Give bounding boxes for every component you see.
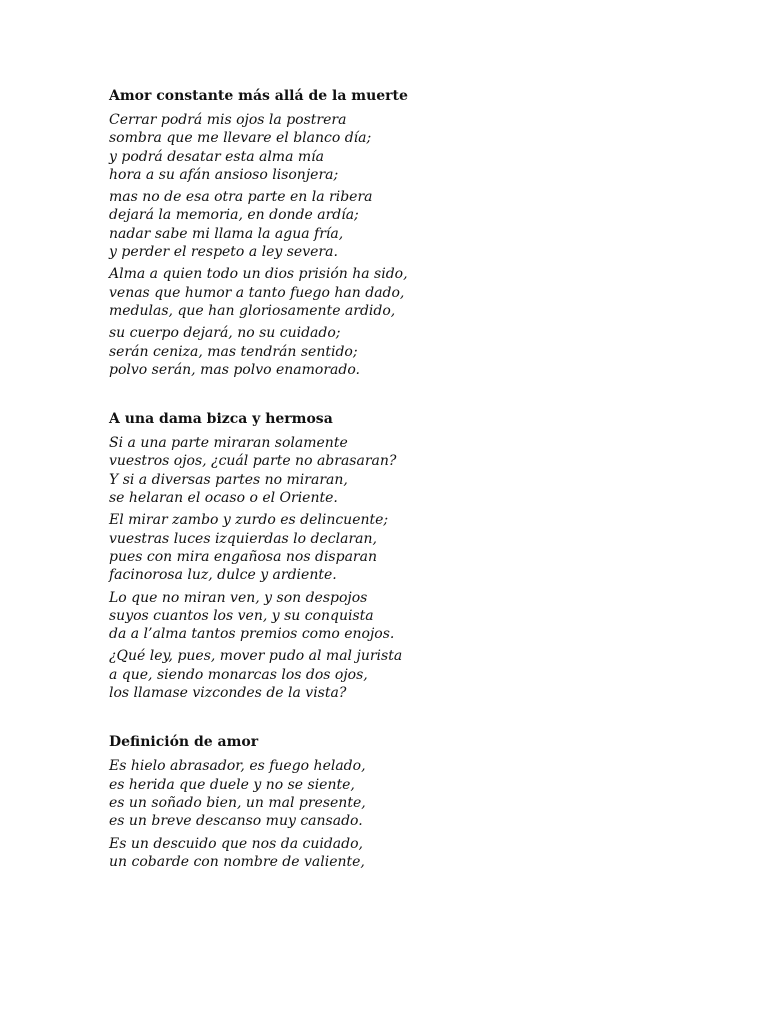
verse-line: Lo que no miran ven, y son despojos — [109, 589, 368, 606]
verse-line: un cobarde con nombre de valiente, — [109, 853, 365, 870]
poem-title: Amor constante más allá de la muerte — [109, 88, 408, 104]
verse-line: Es hielo abrasador, es fuego helado, — [109, 758, 366, 775]
stanza — [109, 647, 709, 702]
verse-line: es herida que duele y no se siente, — [109, 776, 355, 793]
verse-line: vuestras luces izquierdas lo declaran, — [109, 530, 377, 547]
verse-line: ¿Qué ley, pues, mover pudo al mal jurista — [109, 648, 403, 665]
verse-line: se helaran el ocaso o el Oriente. — [109, 490, 338, 507]
stanza — [109, 188, 709, 261]
stanza — [109, 835, 709, 872]
verse-line: venas que humor a tanto fuego han dado, — [109, 284, 405, 301]
verse-line: Alma a quien todo un dios prisión ha sido, — [109, 266, 408, 283]
verse-line: mas no de esa otra parte en la ribera — [109, 189, 373, 206]
verse-line: nadar sabe mi llama la agua fría, — [109, 225, 344, 242]
stanza — [109, 757, 709, 830]
verse-line: Es un descuido que nos da cuidado, — [109, 835, 363, 852]
verse-line: es un soñado bien, un mal presente, — [109, 794, 366, 811]
verse-line: sombra que me llevare el blanco día; — [109, 130, 372, 147]
verse-line: Si a una parte miraran solamente — [109, 435, 348, 452]
verse-line: y perder el respeto a ley severa. — [109, 244, 338, 261]
verse-line: su cuerpo dejará, no su cuidado; — [109, 325, 341, 342]
verse-line: facinorosa luz, dulce y ardiente. — [109, 567, 337, 584]
verse-line: los llamase vizcondes de la vista? — [109, 685, 347, 702]
verse-line: Cerrar podrá mis ojos la postrera — [109, 112, 347, 128]
poem-dama-bizca — [109, 409, 709, 702]
stanza — [109, 434, 709, 507]
verse-line: suyos cuantos los ven, y su conquista — [109, 607, 374, 624]
verse-line: vuestros ojos, ¿cuál parte no abrasaran? — [109, 453, 397, 470]
stanza — [109, 265, 709, 320]
verse-line: El mirar zambo y zurdo es delincuente; — [109, 512, 389, 529]
verse-line: hora a su afán ansioso lisonjera; — [109, 166, 339, 183]
verse-line: medulas, que han gloriosamente ardido, — [109, 302, 396, 319]
verse-line: pues con mira engañosa nos disparan — [109, 548, 377, 565]
verse-line: polvo serán, mas polvo enamorado. — [109, 361, 360, 378]
verse-line: y podrá desatar esta alma mía — [109, 148, 324, 165]
verse-line: a que, siendo monarcas los dos ojos, — [109, 666, 368, 683]
poem-title: Definición de amor — [109, 734, 259, 751]
verse-line: serán ceniza, mas tendrán sentido; — [109, 343, 358, 360]
stanza — [109, 111, 709, 184]
verse-line: dejará la memoria, en donde ardía; — [109, 207, 359, 224]
stanza — [109, 324, 709, 379]
stanza — [109, 589, 709, 644]
poem-definicion-amor — [109, 732, 709, 871]
verse-line: da a l’alma tantos premios como enojos. — [109, 626, 395, 643]
document-page — [109, 86, 709, 901]
poem-title: A una dama bizca y hermosa — [109, 411, 333, 428]
stanza — [109, 511, 709, 584]
verse-line: Y si a diversas partes no miraran, — [109, 471, 348, 488]
verse-line: es un breve descanso muy cansado. — [109, 813, 363, 830]
poem-amor-constante — [109, 86, 709, 379]
